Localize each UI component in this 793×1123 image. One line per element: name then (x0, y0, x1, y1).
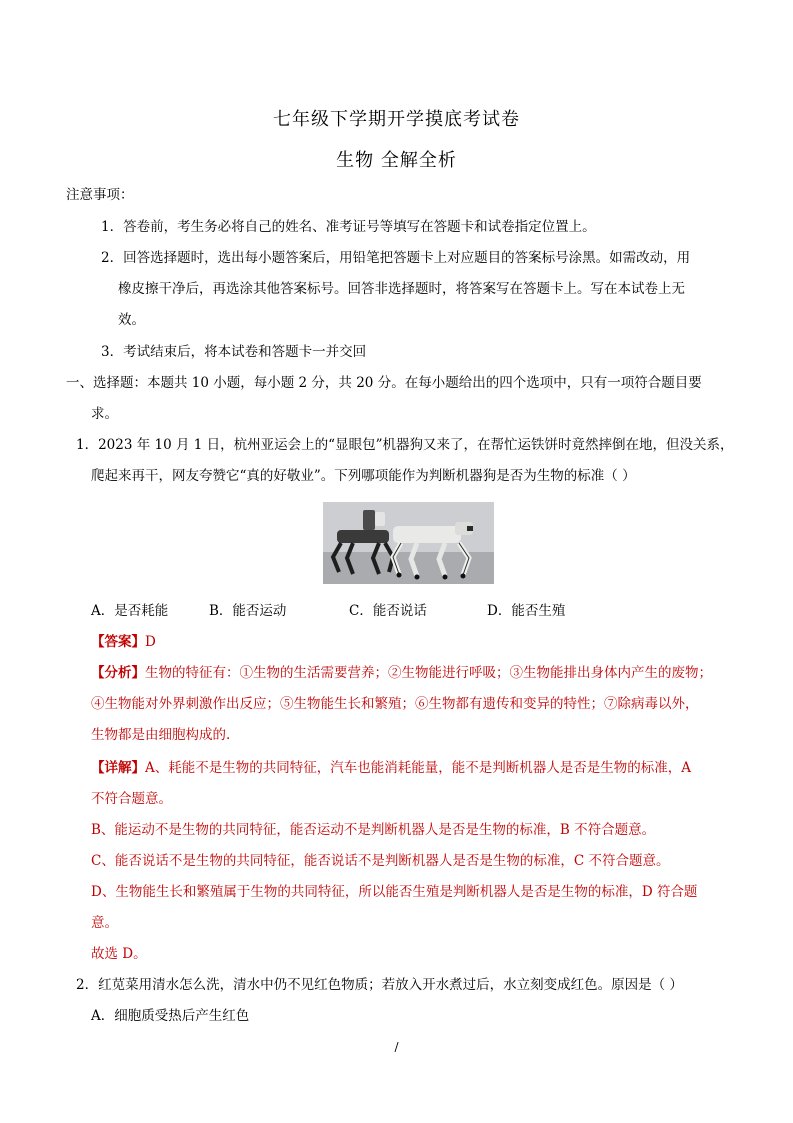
section-heading: 一、选择题：本题共 10 小题，每小题 2 分，共 20 分。在每小题给出的四个选项中，只有一项符合题目要 (66, 375, 702, 391)
section-heading-cont: 求。 (91, 406, 118, 422)
page-title: 七年级下学期开学摸底考试卷 (273, 109, 520, 130)
notice-item-2: 2．回答选择题时，选出每小题答案后，用铅笔把答题卡上对应题目的答案标号涂黑。如需改动，用 (101, 250, 691, 266)
option-b: B．能否运动 (209, 603, 287, 619)
detail-line-1 (91, 758, 691, 778)
answer-tag: 【答案】 (91, 634, 145, 650)
detail-line-4: C、能否说话不是生物的共同特征，能否说话不是判断机器人是否是生物的标准，C 不符合题意。 (91, 853, 670, 869)
detail-line-6: 意。 (91, 915, 118, 931)
analysis-line-2: ④生物能对外界刺激作出反应；⑤生物能生长和繁殖；⑥生物都有遗传和变异的特性；⑦除病毒以外， (91, 696, 699, 712)
analysis-line-3: 生物都是由细胞构成的. (91, 727, 231, 743)
question-1-stem-cont: 爬起来再干，网友夸赞它“真的好敬业”。下列哪项能作为判断机器狗是否为生物的标准（ ） (91, 468, 636, 484)
robot-dog-photo (323, 502, 494, 584)
notice-item-2-cont: 橡皮擦干净后，再选涂其他答案标号。回答非选择题时，将答案写在答题卡上。写在本试卷上无 (118, 281, 685, 297)
notice-item-1: 1．答卷前，考生务必将自己的姓名、准考证号等填写在答题卡和试卷指定位置上。 (101, 219, 596, 235)
analysis-text-1: 生物的特征有：①生物的生活需要营养；②生物能进行呼吸；③生物能排出身体内产生的废物； (145, 665, 712, 681)
notice-item-3: 3．考试结束后，将本试卷和答题卡一并交回 (101, 344, 367, 360)
detail-line-2: 不符合题意。 (91, 791, 172, 807)
question-2-option-a: A．细胞质受热后产生红色 (91, 1008, 250, 1024)
option-c: C．能否说话 (349, 603, 427, 619)
conclusion-line: 故选 D。 (91, 946, 147, 962)
detail-line-5: D、生物能生长和繁殖属于生物的共同特征，所以能否生殖是判断机器人是否是生物的标准，D 符合题 (91, 884, 698, 900)
notice-heading: 注意事项： (66, 187, 134, 203)
question-2-stem: 2．红苋菜用清水怎么洗，清水中仍不见红色物质；若放入开水煮过后，水立刻变成红色。原因是（ ） (76, 977, 683, 993)
notice-item-2-end: 效。 (118, 312, 145, 328)
page-number: / (394, 1040, 399, 1054)
detail-line-3: B、能运动不是生物的共同特征，能否运动不是判断机器人是否是生物的标准，B 不符合题意。 (91, 822, 656, 838)
robot-dog-illustration (323, 502, 494, 584)
answer-line (91, 632, 156, 652)
page-subtitle: 生物 全解全析 (336, 150, 457, 171)
detail-text-1: A、耗能不是生物的共同特征，汽车也能消耗能量，能不是判断机器人是否是生物的标准，A (145, 760, 691, 776)
question-1-stem: 1．2023 年 10 月 1 日，杭州亚运会上的“显眼包”机器狗又来了，在帮忙运铁饼时竟然摔倒在地，但没关系， (76, 437, 734, 453)
analysis-tag: 【分析】 (91, 665, 145, 681)
analysis-line-1 (91, 663, 712, 683)
option-a: A．是否耗能 (91, 603, 169, 619)
answer-value: D (145, 634, 156, 650)
detail-tag: 【详解】 (91, 760, 145, 776)
option-d: D．能否生殖 (487, 603, 566, 619)
